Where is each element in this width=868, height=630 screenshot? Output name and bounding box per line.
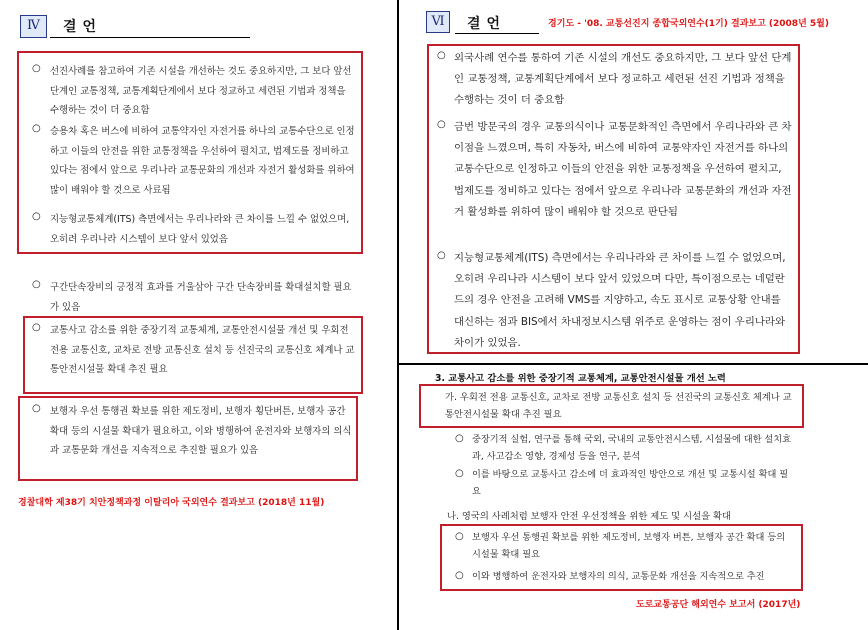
bullet-icon: ○ bbox=[455, 570, 464, 581]
left-paragraph-4: 구간단속장비의 긍정적 효과를 거울삼아 구간 단속장비를 확대설치할 필요가 있음 bbox=[50, 282, 352, 313]
left-source-caption: 경찰대학 제38기 치안정책과정 이탈리아 국외연수 결과보고 (2018년 11월) bbox=[18, 498, 325, 508]
bullet-icon: ○ bbox=[437, 50, 446, 61]
left-section-number: Ⅳ bbox=[20, 15, 47, 38]
left-title-underline bbox=[50, 37, 250, 38]
bullet-icon: ○ bbox=[437, 250, 446, 261]
left-paragraph-2: 승용차 혹은 버스에 비하여 교통약자인 자전거를 하나의 교통수단으로 인정하고 이들의 안전을 위한 교통정책을 우선하여 펼치고, 법제도를 정비하고 있다는 점에서 앞으로 우리나라 교통문화의 개선과 자전거 활성화를 위하여 많이 배워야 할 것으로 사료됨 bbox=[50, 126, 355, 196]
bullet-icon: ○ bbox=[455, 433, 464, 444]
vertical-divider bbox=[397, 0, 399, 630]
left-section-title: 결언 bbox=[63, 19, 103, 35]
bullet-icon: ○ bbox=[32, 279, 41, 290]
bullet-icon: ○ bbox=[32, 123, 41, 134]
item-na: 나. 영국의 사례처럼 보행자 안전 우선정책을 위한 제도 및 시설을 확대 bbox=[447, 511, 731, 522]
right-source-caption: 도로교통공단 해외연수 보고서 (2017년) bbox=[636, 600, 801, 610]
right-title-underline bbox=[455, 33, 539, 34]
bullet-icon: ○ bbox=[437, 119, 446, 130]
left-paragraph-5: 교통사고 감소를 위한 중장기적 교통체계, 교통안전시설물 개선 및 우회전 전용 교통신호, 교차로 전방 교통신호 설치 등 선진국의 교통신호 체계나 교통안전시설물 확대 추진 필요 bbox=[50, 325, 355, 375]
sub-ga-2: 이를 바탕으로 교통사고 감소에 더 효과적인 방안으로 개선 및 교통시설 확대 필요 bbox=[472, 469, 789, 497]
right-paragraph-2: 금번 방문국의 경우 교통의식이나 교통문화적인 측면에서 우리나라와 큰 차이점을 느꼈으며, 특히 자동차, 버스에 비하여 교통약자인 자전거를 하나의 교통수단으로 인정하고 이들의 안전을 위한 교통정책을 우선하여 펼치고, 법제도를 정비하고 있다는 점에서 앞으로 우리나라 교통문화의 개선과 자전거 활성화를 위하여 많이 배워야 할 것으로 판단됨 bbox=[454, 121, 792, 218]
bullet-icon: ○ bbox=[455, 531, 464, 542]
right-section-title: 결언 bbox=[467, 16, 507, 32]
left-paragraph-1: 선진사례를 참고하여 기존 시설을 개선하는 것도 중요하지만, 그 보다 앞선 단계인 교통정책, 교통계획단계에서 보다 정교하고 세련된 기법과 정책을 수행하는 것이 더 중요함 bbox=[50, 66, 352, 116]
bullet-icon: ○ bbox=[455, 468, 464, 479]
left-paragraph-3: 지능형교통체계(ITS) 측면에서는 우리나라와 큰 차이를 느낄 수 없었으며, 오히려 우리나라 시스템이 보다 앞서 있었음 bbox=[50, 214, 350, 245]
sub-na-2: 이와 병행하여 운전자와 보행자의 의식, 교통문화 개선을 지속적으로 추진 bbox=[472, 571, 765, 582]
right-bottom-heading: 3. 교통사고 감소를 위한 중장기적 교통체계, 교통안전시설물 개선 노력 bbox=[435, 373, 726, 384]
item-ga: 가. 우회전 전용 교통신호, 교차로 전방 교통신호 설치 등 선진국의 교통신호 체계나 교통안전시설물 확대 추진 필요 bbox=[445, 392, 792, 420]
bullet-icon: ○ bbox=[32, 63, 41, 74]
right-section-number: Ⅵ bbox=[426, 11, 450, 33]
right-header-note: 경기도 - '08. 교통선진지 종합국외연수(1기) 결과보고 (2008년 5월) bbox=[548, 19, 829, 29]
bullet-icon: ○ bbox=[32, 403, 41, 414]
sub-na-1: 보행자 우선 통행권 확보를 위한 제도정비, 보행자 버튼, 보행자 공간 확대 등의 시설물 확대 필요 bbox=[472, 532, 786, 560]
right-paragraph-1: 외국사례 연수를 통하여 기존 시설의 개선도 중요하지만, 그 보다 앞선 단계인 교통정책, 교통계획단계에서 보다 정교하고 세련된 선진 기법과 정책을 수행하는 것이 더 중요함 bbox=[454, 52, 792, 107]
bullet-icon: ○ bbox=[32, 211, 41, 222]
sub-ga-1: 중장기적 실험, 연구를 통해 국외, 국내의 교통안전시스템, 시설물에 대한 설치효과, 사고감소 영향, 경제성 등을 연구, 분석 bbox=[472, 434, 792, 462]
bullet-icon: ○ bbox=[32, 322, 41, 333]
left-paragraph-6: 보행자 우선 통행권 확보를 위한 제도정비, 보행자 횡단버튼, 보행자 공간 확대 등의 시설물 확대가 필요하고, 이와 병행하여 운전자와 보행자의 의식과 교통문화 개선을 지속적으로 추진할 필요가 있음 bbox=[50, 406, 352, 456]
horizontal-divider bbox=[398, 363, 868, 365]
right-paragraph-3: 지능형교통체계(ITS) 측면에서는 우리나라와 큰 차이를 느낄 수 없었으며, 오히려 우리나라 시스템이 보다 앞서 있었으며 다만, 특이점으로는 네덜란드의 경우 안전을 고려해 VMS를 지양하고, 속도 표시로 교통상황 안내를 대신하는 점과 BIS에서 차내정보시스템 위주로 운영하는 점이 우리나라와 차이가 있었음. bbox=[454, 252, 786, 349]
